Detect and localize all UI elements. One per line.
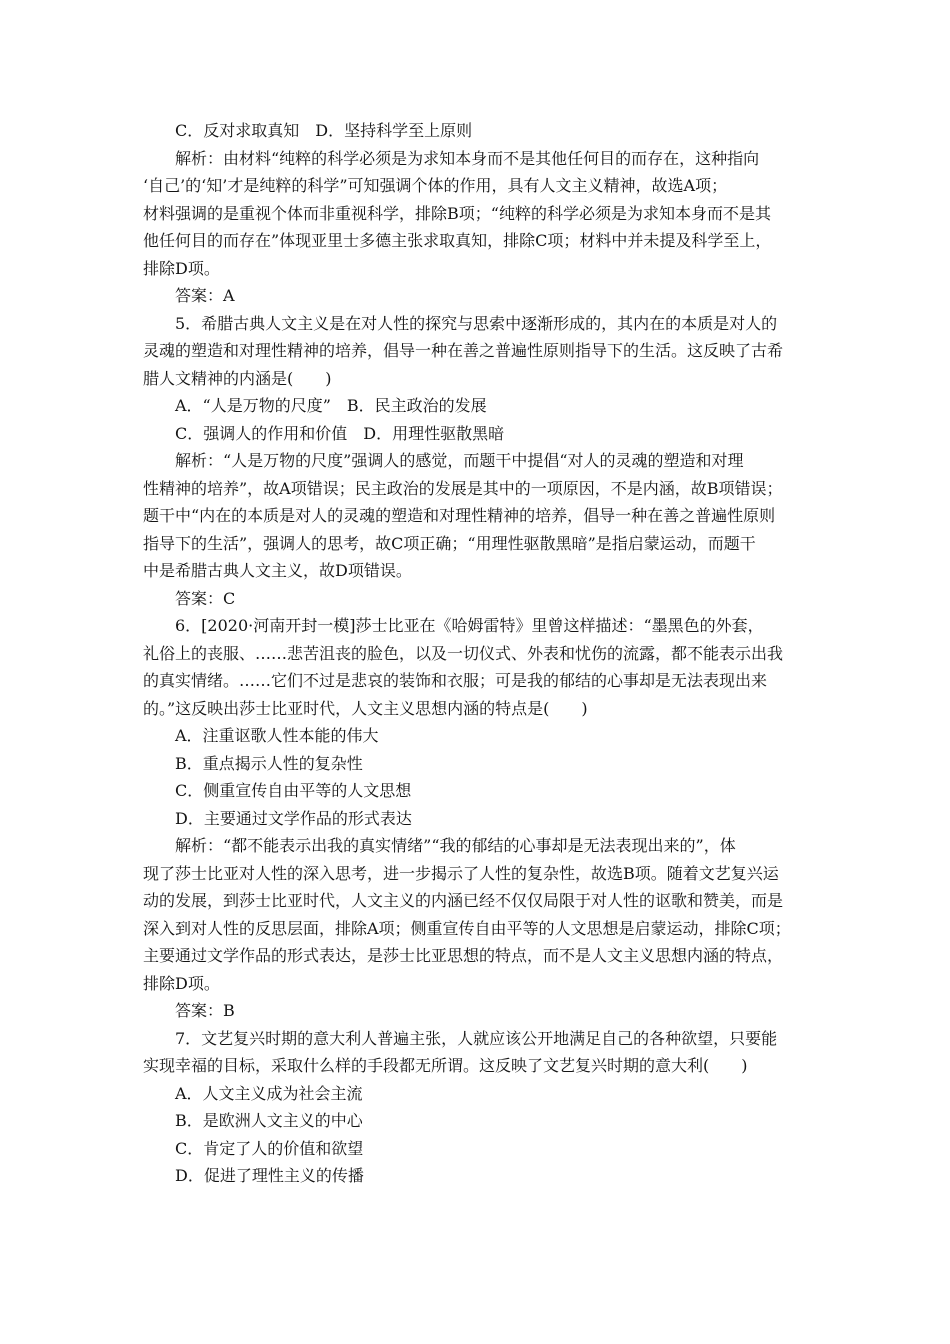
q6-analysis-line: 动的发展，到莎士比亚时代，人文主义的内涵已经不仅仅局限于对人性的讴歌和赞美，而是	[143, 891, 784, 910]
q4-analysis-line: 材料强调的是重视个体而非重视科学，排除B项；“纯粹的科学必须是为求知本身而不是其	[143, 203, 771, 223]
q5-analysis-line: 题干中“内在的本质是对人的灵魂的塑造和对理性精神的培养，倡导一种在善之普遍性原则	[143, 506, 776, 525]
q7-option-a: A．人文主义成为社会主流	[175, 1083, 363, 1103]
q6-analysis-line: 解析：“都不能表示出我的真实情绪”“我的郁结的心事却是无法表现出来的”，体	[175, 836, 736, 855]
q6-option-a: A．注重讴歌人性本能的伟大	[175, 726, 379, 745]
q6-stem-line: 的。”这反映出莎士比亚时代，人文主义思想内涵的特点是( )	[143, 698, 588, 718]
q4-answer: 答案：A	[175, 286, 235, 305]
q5-answer: 答案：C	[175, 588, 236, 608]
q7-option-b: B．是欧洲人文主义的中心	[175, 1111, 363, 1130]
q7-stem-line: 实现幸福的目标，采取什么样的手段都无所谓。这反映了文艺复兴时期的意大利( )	[143, 1056, 748, 1075]
q5-analysis-line: 指导下的生活”，强调人的思考，故C项正确；“用理性驱散黑暗”是指启蒙运动，而题干	[143, 533, 756, 553]
q5-analysis-line: 解析：“人是万物的尺度”强调人的感觉，而题干中提倡“对人的灵魂的塑造和对理	[175, 451, 744, 470]
q6-option-c: C．侧重宣传自由平等的人文思想	[175, 781, 412, 800]
q6-analysis-line: 现了莎士比亚对人性的深入思考，进一步揭示了人性的复杂性，故选B项。随着文艺复兴运	[143, 863, 779, 883]
q5-stem-line: 5．希腊古典人文主义是在对人性的探究与思索中逐渐形成的，其内在的本质是对人的	[175, 313, 778, 333]
q4-analysis-line: 排除D项。	[143, 258, 220, 278]
q5-stem-line: 腊人文精神的内涵是( )	[143, 368, 332, 388]
q5-options-ab: A．“人是万物的尺度” B．民主政治的发展	[175, 396, 487, 415]
q7-option-c: C．肯定了人的价值和欲望	[175, 1138, 364, 1158]
q4-options-cd: C．反对求取真知 D．坚持科学至上原则	[175, 121, 473, 140]
q5-options-cd: C．强调人的作用和价值 D．用理性驱散黑暗	[175, 423, 505, 443]
q5-analysis-line: 性精神的培养”，故A项错误；民主政治的发展是其中的一项原因，不是内涵，故B项错误；	[143, 478, 783, 498]
q6-analysis-line: 排除D项。	[143, 973, 220, 993]
q7-stem-line: 7．文艺复兴时期的意大利人普遍主张，人就应该公开地满足自己的各种欲望，只要能	[175, 1028, 778, 1048]
q6-stem-line: 礼俗上的丧服、……悲苦沮丧的脸色，以及一切仪式、外表和忧伤的流露，都不能表示出我	[143, 643, 784, 663]
q4-analysis-line: 他任何目的而存在”体现亚里士多德主张求取真知，排除C项；材料中并未提及科学至上，	[143, 231, 772, 250]
q6-answer: 答案：B	[175, 1001, 235, 1020]
q6-stem-line: 6．[2020·河南开封一模]莎士比亚在《哈姆雷特》里曾这样描述：“墨黑色的外套，	[175, 616, 764, 635]
q4-analysis-line: ‘自己’的‘知’才是纯粹的科学”可知强调个体的作用，具有人文主义精神，故选A项；	[143, 176, 728, 195]
document-page	[143, 117, 823, 1190]
q5-stem-line: 灵魂的塑造和对理性精神的培养，倡导一种在善之普遍性原则指导下的生活。这反映了古希	[143, 341, 784, 360]
q5-analysis-line: 中是希腊古典人文主义，故D项错误。	[143, 561, 412, 580]
q7-option-d: D．促进了理性主义的传播	[175, 1166, 364, 1185]
q6-analysis-line: 深入到对人性的反思层面，排除A项；侧重宣传自由平等的人文思想是启蒙运动，排除C项；	[143, 918, 791, 938]
q4-analysis-line: 解析：由材料“纯粹的科学必须是为求知本身而不是其他任何目的而存在，这种指向	[175, 148, 760, 168]
q6-option-d: D．主要通过文学作品的形式表达	[175, 808, 412, 828]
q6-option-b: B．重点揭示人性的复杂性	[175, 753, 363, 773]
q6-stem-line: 的真实情绪。……它们不过是悲哀的装饰和衣服；可是我的郁结的心事却是无法表现出来	[143, 671, 768, 690]
q6-analysis-line: 主要通过文学作品的形式表达，是莎士比亚思想的特点，而不是人文主义思想内涵的特点，	[143, 946, 784, 965]
